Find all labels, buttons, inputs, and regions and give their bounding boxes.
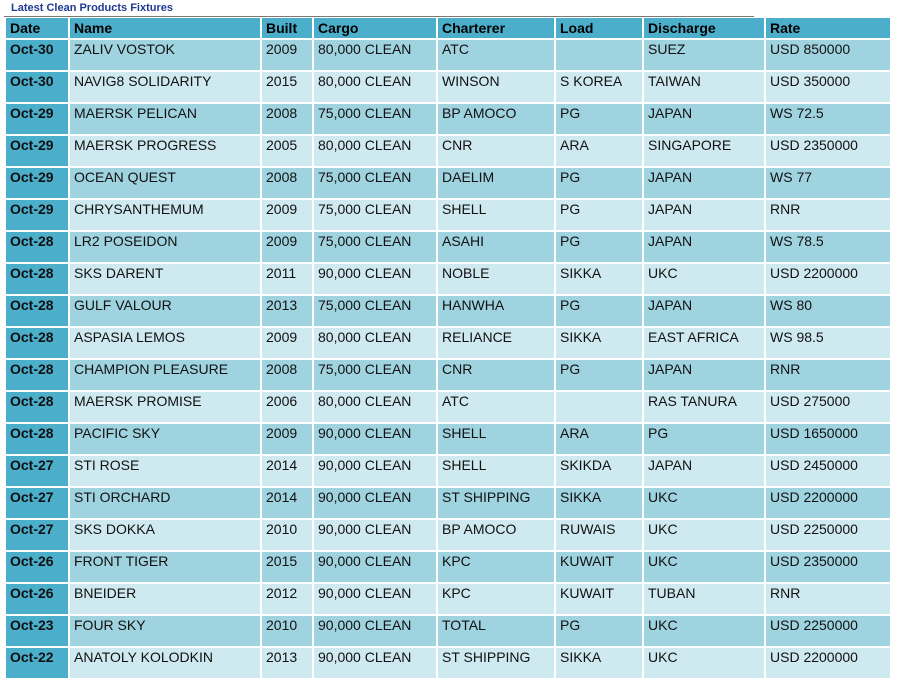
cell-built: 2013 [262, 648, 312, 680]
cell-rate: USD 850000 [766, 40, 890, 72]
fixtures-table [4, 18, 892, 680]
cell-rate: USD 2250000 [766, 616, 890, 648]
table-row[interactable] [6, 296, 890, 328]
cell-built: 2005 [262, 136, 312, 168]
cell-built: 2008 [262, 104, 312, 136]
cell-load: S KOREA [556, 72, 642, 104]
table-row[interactable] [6, 104, 890, 136]
cell-built: 2009 [262, 424, 312, 456]
cell-load [556, 392, 642, 424]
cell-name: SKS DARENT [70, 264, 260, 296]
table-row[interactable] [6, 392, 890, 424]
cell-name: LR2 POSEIDON [70, 232, 260, 264]
cell-cargo: 75,000 CLEAN [314, 360, 436, 392]
cell-name: GULF VALOUR [70, 296, 260, 328]
cell-name: FOUR SKY [70, 616, 260, 648]
cell-discharge: UKC [644, 520, 764, 552]
cell-built: 2008 [262, 168, 312, 200]
cell-date: Oct-28 [6, 296, 68, 328]
cell-rate: WS 72.5 [766, 104, 890, 136]
cell-rate: USD 2200000 [766, 488, 890, 520]
table-header-row [6, 18, 890, 40]
cell-rate: WS 80 [766, 296, 890, 328]
cell-load: KUWAIT [556, 584, 642, 616]
cell-load: SIKKA [556, 648, 642, 680]
cell-cargo: 80,000 CLEAN [314, 72, 436, 104]
cell-name: ZALIV VOSTOK [70, 40, 260, 72]
cell-charterer: HANWHA [438, 296, 554, 328]
cell-cargo: 90,000 CLEAN [314, 264, 436, 296]
cell-discharge: JAPAN [644, 360, 764, 392]
cell-built: 2015 [262, 552, 312, 584]
cell-name: SKS DOKKA [70, 520, 260, 552]
cell-discharge: JAPAN [644, 104, 764, 136]
cell-date: Oct-27 [6, 456, 68, 488]
cell-built: 2012 [262, 584, 312, 616]
column-header-charterer[interactable]: Charterer [438, 18, 554, 40]
column-header-name[interactable]: Name [70, 18, 260, 40]
cell-name: MAERSK PROGRESS [70, 136, 260, 168]
cell-date: Oct-27 [6, 488, 68, 520]
cell-date: Oct-22 [6, 648, 68, 680]
table-row[interactable] [6, 360, 890, 392]
cell-charterer: KPC [438, 552, 554, 584]
cell-load: SKIKDA [556, 456, 642, 488]
column-header-built[interactable]: Built [262, 18, 312, 40]
cell-discharge: JAPAN [644, 168, 764, 200]
cell-cargo: 90,000 CLEAN [314, 456, 436, 488]
cell-name: STI ORCHARD [70, 488, 260, 520]
cell-name: NAVIG8 SOLIDARITY [70, 72, 260, 104]
cell-date: Oct-26 [6, 584, 68, 616]
cell-date: Oct-26 [6, 552, 68, 584]
cell-discharge: UKC [644, 616, 764, 648]
cell-cargo: 75,000 CLEAN [314, 168, 436, 200]
cell-load: PG [556, 360, 642, 392]
cell-charterer: SHELL [438, 200, 554, 232]
column-header-load[interactable]: Load [556, 18, 642, 40]
cell-load: PG [556, 616, 642, 648]
cell-load: PG [556, 104, 642, 136]
cell-discharge: EAST AFRICA [644, 328, 764, 360]
cell-cargo: 90,000 CLEAN [314, 616, 436, 648]
cell-name: FRONT TIGER [70, 552, 260, 584]
cell-discharge: RAS TANURA [644, 392, 764, 424]
cell-date: Oct-28 [6, 232, 68, 264]
cell-rate: USD 350000 [766, 72, 890, 104]
cell-name: MAERSK PROMISE [70, 392, 260, 424]
cell-discharge: JAPAN [644, 200, 764, 232]
cell-rate: USD 275000 [766, 392, 890, 424]
column-header-rate[interactable]: Rate [766, 18, 890, 40]
cell-date: Oct-30 [6, 72, 68, 104]
cell-load: SIKKA [556, 488, 642, 520]
cell-rate: USD 1650000 [766, 424, 890, 456]
cell-load: RUWAIS [556, 520, 642, 552]
table-row[interactable] [6, 40, 890, 72]
cell-cargo: 90,000 CLEAN [314, 648, 436, 680]
table-row[interactable] [6, 232, 890, 264]
cell-name: BNEIDER [70, 584, 260, 616]
cell-built: 2009 [262, 232, 312, 264]
cell-date: Oct-29 [6, 168, 68, 200]
cell-discharge: TAIWAN [644, 72, 764, 104]
table-row[interactable] [6, 72, 890, 104]
cell-built: 2014 [262, 488, 312, 520]
cell-charterer: ASAHI [438, 232, 554, 264]
cell-charterer: CNR [438, 360, 554, 392]
cell-charterer: DAELIM [438, 168, 554, 200]
column-header-cargo[interactable]: Cargo [314, 18, 436, 40]
cell-charterer: BP AMOCO [438, 520, 554, 552]
cell-discharge: JAPAN [644, 232, 764, 264]
cell-date: Oct-29 [6, 136, 68, 168]
cell-cargo: 80,000 CLEAN [314, 392, 436, 424]
cell-charterer: BP AMOCO [438, 104, 554, 136]
cell-date: Oct-28 [6, 360, 68, 392]
cell-discharge: PG [644, 424, 764, 456]
cell-discharge: UKC [644, 264, 764, 296]
table-row[interactable] [6, 616, 890, 648]
cell-load: PG [556, 200, 642, 232]
cell-built: 2011 [262, 264, 312, 296]
cell-rate: WS 98.5 [766, 328, 890, 360]
cell-cargo: 75,000 CLEAN [314, 232, 436, 264]
cell-cargo: 90,000 CLEAN [314, 520, 436, 552]
cell-rate: RNR [766, 584, 890, 616]
cell-name: MAERSK PELICAN [70, 104, 260, 136]
cell-name: OCEAN QUEST [70, 168, 260, 200]
cell-charterer: RELIANCE [438, 328, 554, 360]
cell-rate: USD 2350000 [766, 136, 890, 168]
cell-date: Oct-28 [6, 328, 68, 360]
cell-cargo: 90,000 CLEAN [314, 488, 436, 520]
cell-date: Oct-27 [6, 520, 68, 552]
cell-charterer: SHELL [438, 456, 554, 488]
cell-discharge: JAPAN [644, 456, 764, 488]
cell-cargo: 75,000 CLEAN [314, 200, 436, 232]
cell-discharge: UKC [644, 648, 764, 680]
cell-discharge: TUBAN [644, 584, 764, 616]
table-row[interactable] [6, 264, 890, 296]
cell-name: CHAMPION PLEASURE [70, 360, 260, 392]
cell-date: Oct-28 [6, 424, 68, 456]
table-row[interactable] [6, 488, 890, 520]
column-header-discharge[interactable]: Discharge [644, 18, 764, 40]
table-row[interactable] [6, 648, 890, 680]
cell-rate: USD 2450000 [766, 456, 890, 488]
cell-cargo: 90,000 CLEAN [314, 424, 436, 456]
cell-load: PG [556, 168, 642, 200]
cell-name: CHRYSANTHEMUM [70, 200, 260, 232]
cell-rate: USD 2200000 [766, 264, 890, 296]
cell-cargo: 75,000 CLEAN [314, 104, 436, 136]
cell-name: STI ROSE [70, 456, 260, 488]
cell-load: PG [556, 296, 642, 328]
cell-rate: USD 2250000 [766, 520, 890, 552]
cell-load: ARA [556, 136, 642, 168]
cell-built: 2015 [262, 72, 312, 104]
cell-charterer: SHELL [438, 424, 554, 456]
cell-built: 2006 [262, 392, 312, 424]
cell-built: 2010 [262, 616, 312, 648]
cell-load: ARA [556, 424, 642, 456]
cell-cargo: 90,000 CLEAN [314, 584, 436, 616]
cell-date: Oct-29 [6, 104, 68, 136]
cell-discharge: JAPAN [644, 296, 764, 328]
cell-discharge: SINGAPORE [644, 136, 764, 168]
cell-cargo: 80,000 CLEAN [314, 136, 436, 168]
cell-charterer: CNR [438, 136, 554, 168]
cell-load: KUWAIT [556, 552, 642, 584]
cell-rate: USD 2200000 [766, 648, 890, 680]
cell-charterer: KPC [438, 584, 554, 616]
table-row[interactable] [6, 168, 890, 200]
cell-name: PACIFIC SKY [70, 424, 260, 456]
cell-date: Oct-23 [6, 616, 68, 648]
cell-discharge: UKC [644, 488, 764, 520]
cell-load: SIKKA [556, 264, 642, 296]
cell-rate: WS 78.5 [766, 232, 890, 264]
cell-cargo: 80,000 CLEAN [314, 40, 436, 72]
cell-rate: RNR [766, 200, 890, 232]
cell-rate: RNR [766, 360, 890, 392]
cell-charterer: ATC [438, 40, 554, 72]
cell-date: Oct-30 [6, 40, 68, 72]
cell-charterer: ATC [438, 392, 554, 424]
cell-built: 2014 [262, 456, 312, 488]
table-row[interactable] [6, 200, 890, 232]
cell-charterer: WINSON [438, 72, 554, 104]
cell-load [556, 40, 642, 72]
cell-charterer: ST SHIPPING [438, 648, 554, 680]
cell-load: PG [556, 232, 642, 264]
table-row[interactable] [6, 328, 890, 360]
table-row[interactable] [6, 552, 890, 584]
page-title: Latest Clean Products Fixtures [11, 2, 173, 14]
cell-date: Oct-28 [6, 264, 68, 296]
cell-discharge: SUEZ [644, 40, 764, 72]
title-divider [4, 16, 754, 17]
cell-rate: WS 77 [766, 168, 890, 200]
cell-cargo: 75,000 CLEAN [314, 296, 436, 328]
cell-load: SIKKA [556, 328, 642, 360]
cell-built: 2009 [262, 40, 312, 72]
cell-rate: USD 2350000 [766, 552, 890, 584]
cell-charterer: ST SHIPPING [438, 488, 554, 520]
cell-built: 2008 [262, 360, 312, 392]
table-row[interactable] [6, 424, 890, 456]
cell-built: 2009 [262, 328, 312, 360]
cell-cargo: 80,000 CLEAN [314, 328, 436, 360]
column-header-date[interactable]: Date [6, 18, 68, 40]
cell-date: Oct-28 [6, 392, 68, 424]
cell-built: 2013 [262, 296, 312, 328]
cell-built: 2010 [262, 520, 312, 552]
cell-charterer: NOBLE [438, 264, 554, 296]
table-row[interactable] [6, 136, 890, 168]
table-row[interactable] [6, 520, 890, 552]
cell-name: ANATOLY KOLODKIN [70, 648, 260, 680]
table-row[interactable] [6, 456, 890, 488]
cell-name: ASPASIA LEMOS [70, 328, 260, 360]
cell-cargo: 90,000 CLEAN [314, 552, 436, 584]
cell-built: 2009 [262, 200, 312, 232]
cell-discharge: UKC [644, 552, 764, 584]
cell-charterer: TOTAL [438, 616, 554, 648]
cell-date: Oct-29 [6, 200, 68, 232]
table-row[interactable] [6, 584, 890, 616]
